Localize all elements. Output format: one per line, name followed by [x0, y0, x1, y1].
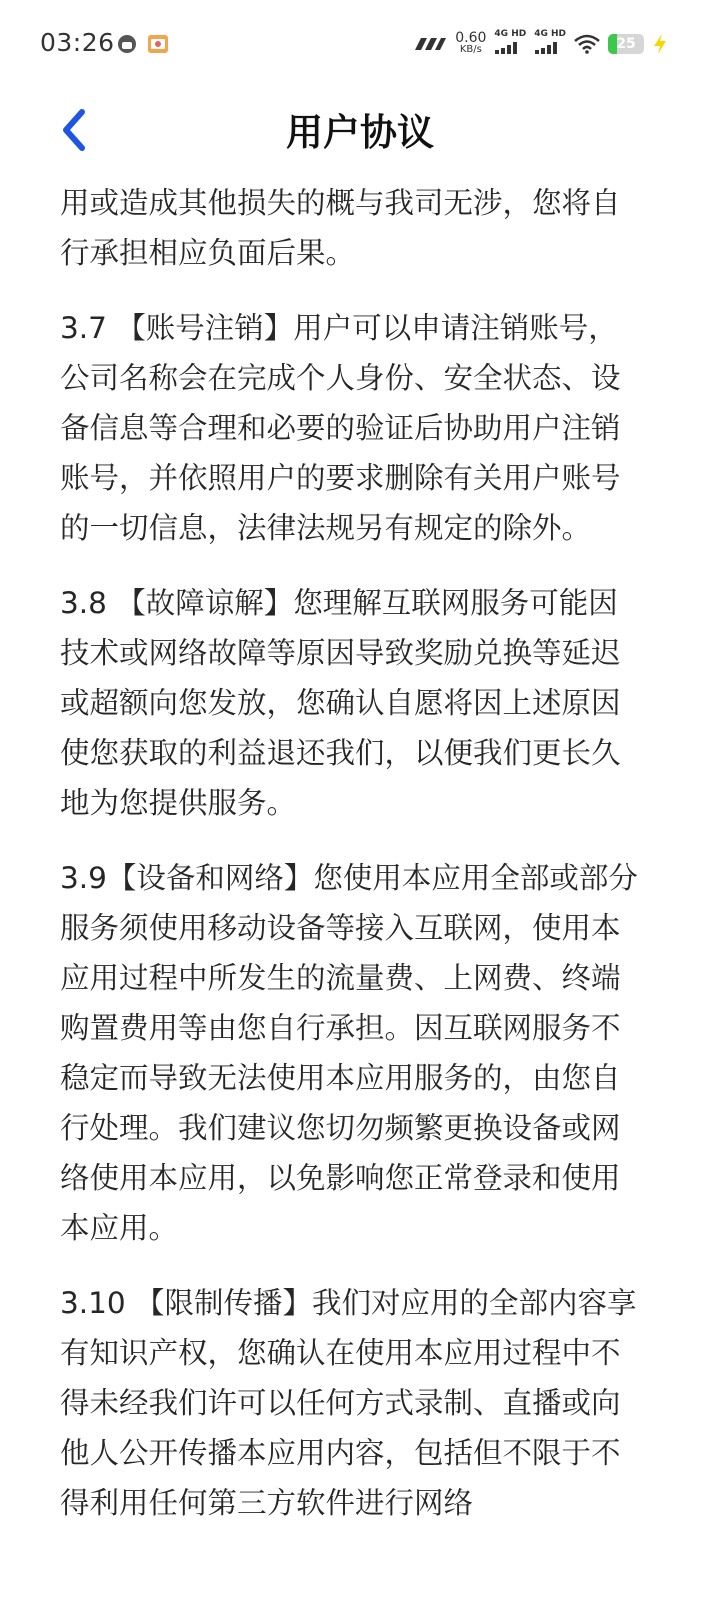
agreement-paragraph: 3.8 【故障谅解】您理解互联网服务可能因技术或网络故障等原因导致奖励兑换等延迟或超额向您发放，您确认自愿将因上述原因使您获取的利益退还我们，以便我们更长久地为您提供服务。 — [60, 586, 621, 820]
signal-bars-icon — [534, 42, 560, 54]
charging-bolt-icon — [652, 33, 668, 55]
title-bar — [0, 90, 720, 170]
agreement-paragraph: 3.9【设备和网络】您使用本应用全部或部分服务须使用移动设备等接入互联网，使用本应用过程中所发生的流量费、上网费、终端购置费用等由您自行承担。因互联网服务不稳定而导致无法使用本应用服务的，由您自行处理。我们建议您切勿频繁更换设备或网络使用本应用，以免影响您正常登录和使用本应用。 — [60, 861, 638, 1245]
battery-indicator: 25 — [608, 34, 644, 54]
sim1-signal: 4G HD — [494, 30, 526, 58]
agreement-paragraph: 3.7 【账号注销】用户可以申请注销账号，公司名称会在完成个人身份、安全状态、设备信息等合理和必要的验证后协助用户注销账号，并依照用户的要求删除有关用户账号的一切信息，法律法规另有规定的除外。 — [60, 311, 621, 545]
status-bar — [0, 0, 720, 86]
notification-icons — [116, 32, 170, 56]
page-title: 用户协议 — [286, 111, 434, 154]
sim2-signal: 4G HD — [534, 30, 566, 58]
wifi-icon — [574, 34, 600, 54]
agreement-paragraph: 3.10 【限制传播】我们对应用的全部内容享有知识产权，您确认在使用本应用过程中不得未经我们许可以任何方式录制、直播或向他人公开传播本应用内容，包括但不限于不得利用任何第三方软件进行网络 — [60, 1286, 637, 1520]
signal-bars-icon — [494, 42, 520, 54]
status-right-icons — [413, 30, 668, 58]
agreement-content[interactable] — [60, 178, 640, 1553]
status-time: 03:26 — [40, 28, 115, 57]
network-speed: 0.60 KB/s — [455, 30, 487, 55]
agreement-paragraph: 用或造成其他损失的概与我司无涉，您将自行承担相应负面后果。 — [60, 186, 621, 270]
app-notification-icon — [116, 33, 138, 55]
gallery-notification-icon — [146, 32, 170, 56]
carrier-logo-icon — [413, 36, 447, 52]
